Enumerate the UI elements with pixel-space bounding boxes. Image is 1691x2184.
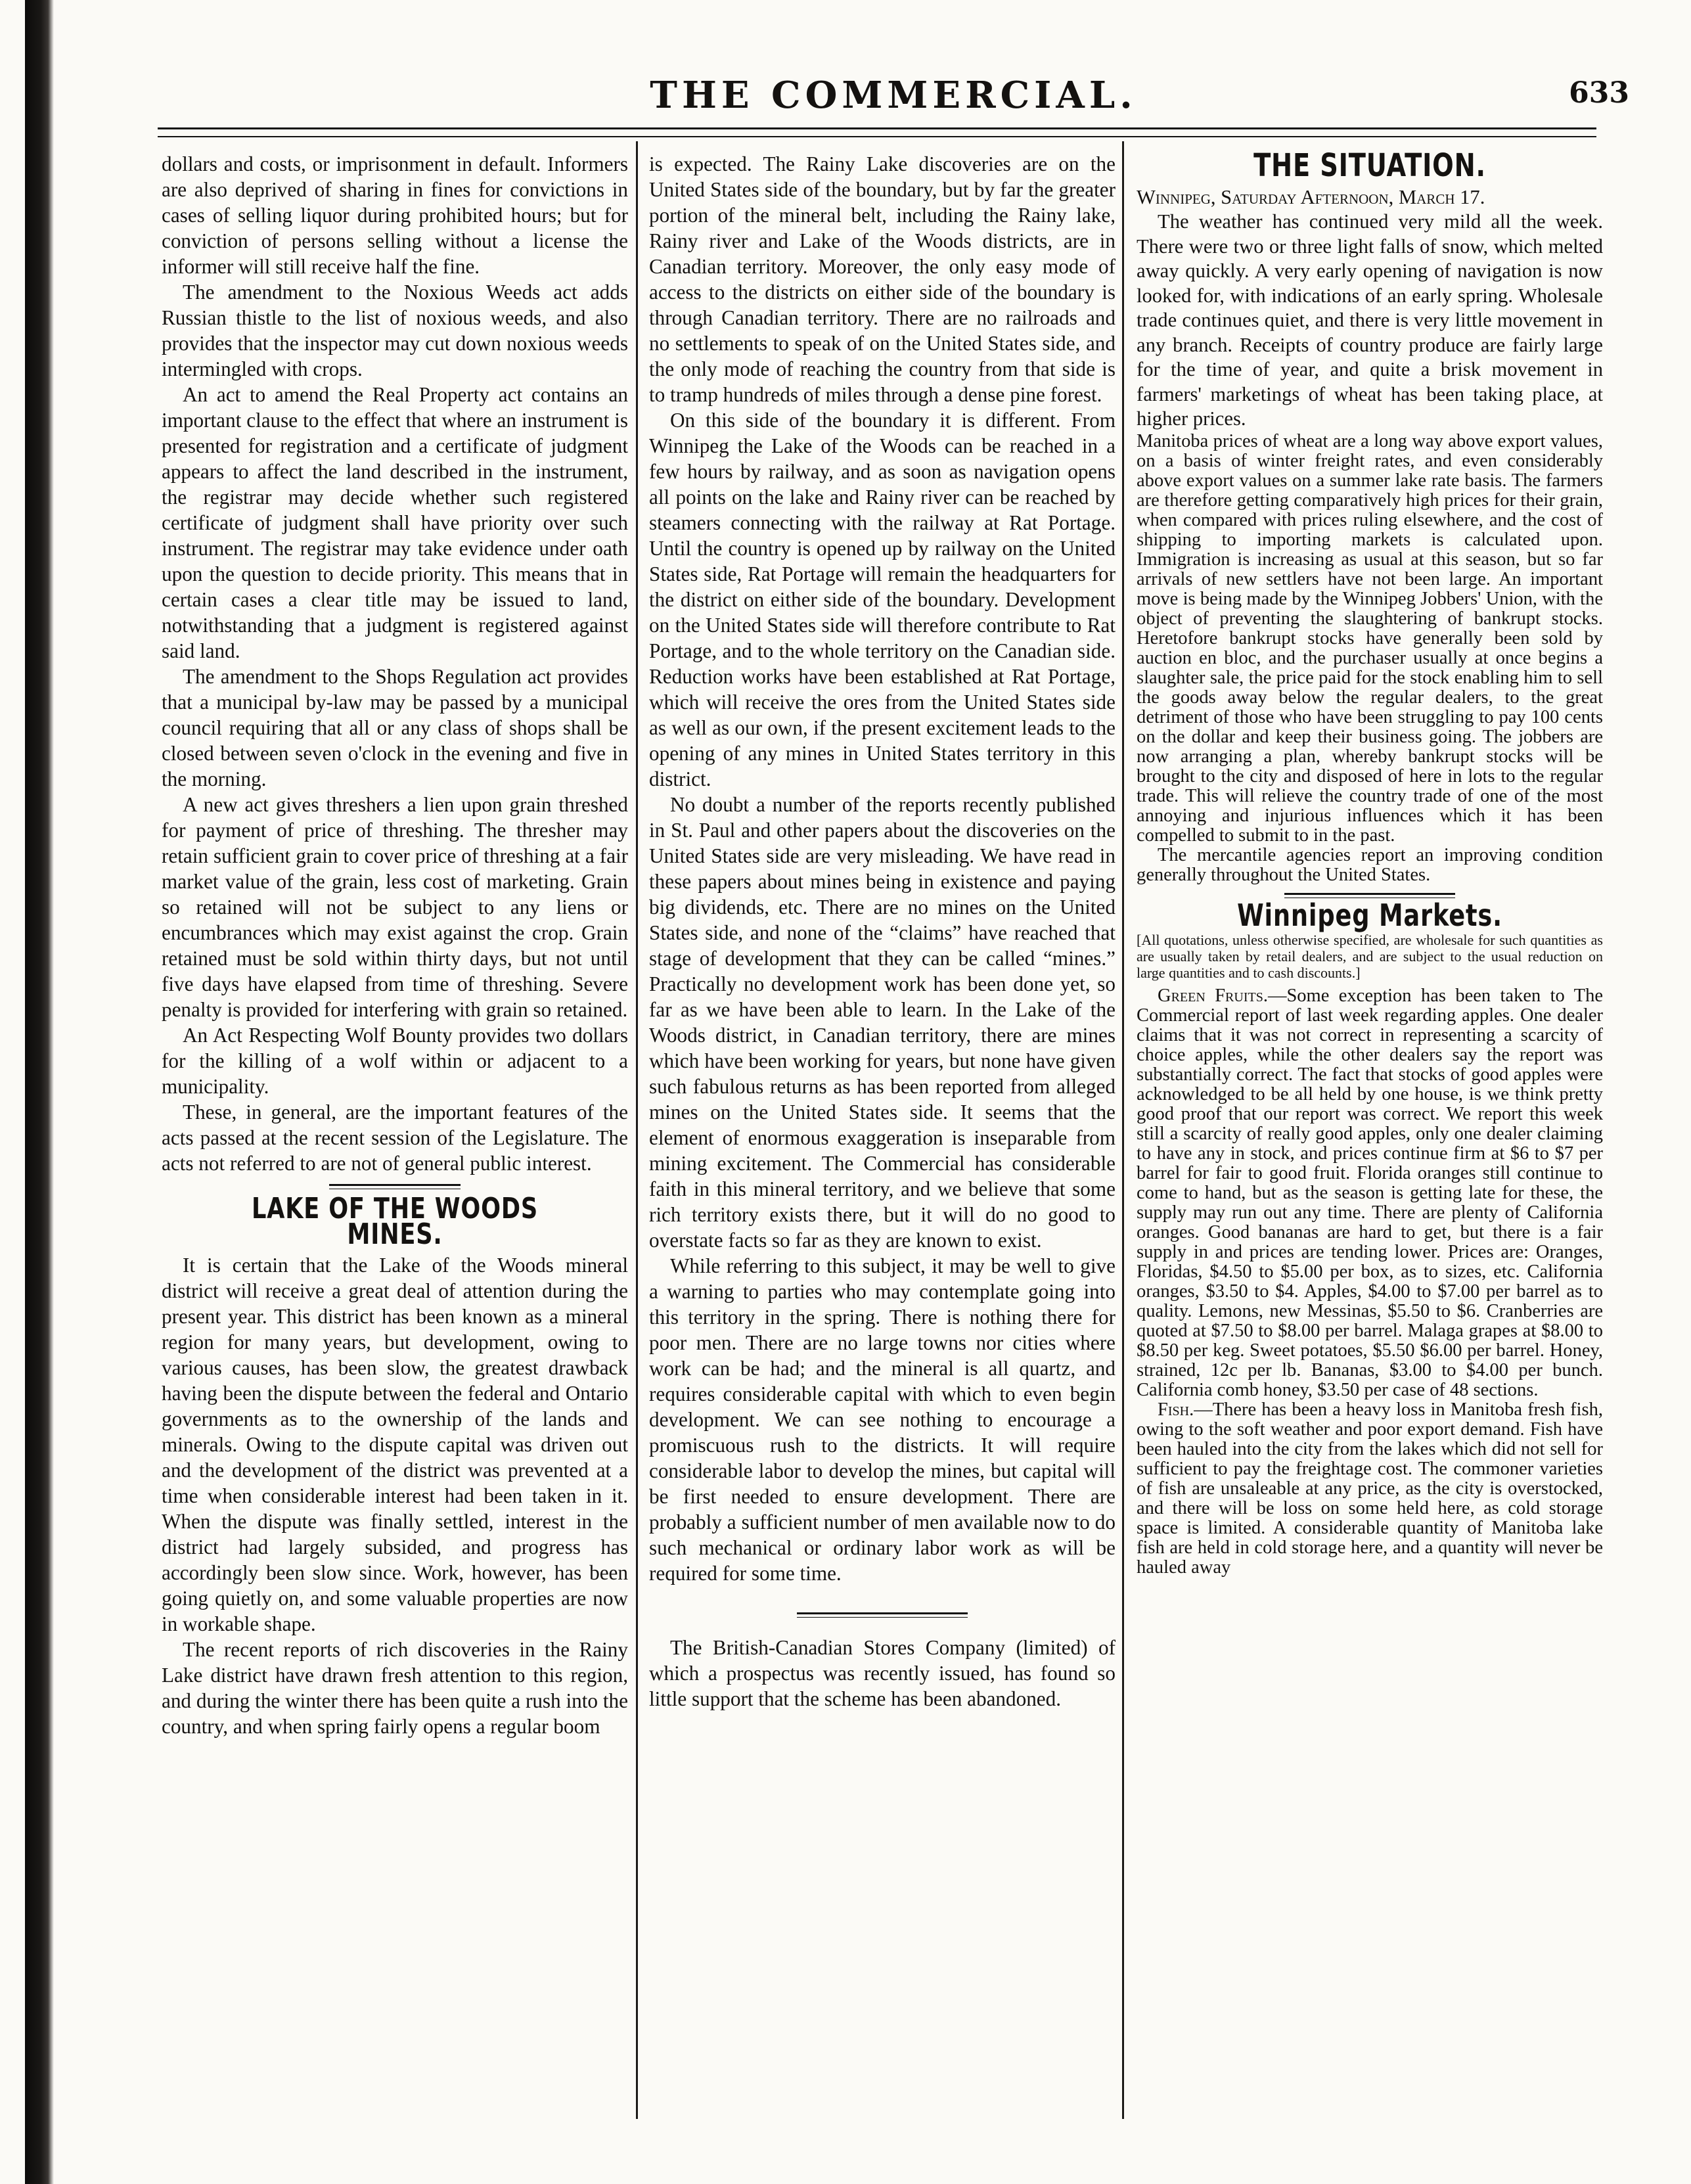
header-rule bbox=[158, 127, 1596, 137]
column-rule-1 bbox=[636, 141, 638, 2119]
column-3 bbox=[1137, 147, 1603, 1578]
paragraph: A new act gives threshers a lien upon grain threshed for payment of price of threshing. The thresher may retain sufficient grain to cover price of threshing at a fair market value of the grain, less cost of marketing. Grain so retained will not be subject to any liens or encumbrances which may exist against the crop. Grain retained must be sold within thirty days, but not until five days have elapsed from time of threshing. Severe penalty is provided for interfering with grain so retained. bbox=[162, 793, 628, 1021]
green-fruits-label: Green Fruits. bbox=[1158, 986, 1268, 1006]
paragraph: An Act Respecting Wolf Bounty provides two dollars for the killing of a wolf within or adjacent to a municipality. bbox=[162, 1024, 628, 1098]
column-rule-2 bbox=[1122, 141, 1124, 2119]
paragraph: dollars and costs, or imprisonment in default. Informers are also deprived of sharing in fines for convictions in cases of selling liquor during prohibited hours; but for conviction of persons selling without a license the informer will still receive half the fine. bbox=[162, 152, 628, 278]
paragraph: The amendment to the Shops Regulation act provides that a municipal by-law may be passed by a municipal council requiring that all or any class of shops shall be closed between seven o'clock in the evening and five in the morning. bbox=[162, 665, 628, 790]
quotations-note: [All quotations, unless otherwise specified, are wholesale for such quantities as are usually taken by retail dealers, and are subject to the usual reduction on large quantities and to cash discounts.] bbox=[1137, 932, 1603, 981]
paragraph: Manitoba prices of wheat are a long way above export values, on a basis of winter freight rates, and even considerably above export values on a summer lake rate basis. The farmers are therefore getting comparatively high prices for their grain, when compared with prices ruling elsewhere, and the cost of shipping to importing markets is calculated upon. Immigration is increasing as usual at this season, but so far arrivals of new settlers have not been large. An important move is being made by the Winnipeg Jobbers' Union, with the object of preventing the slaughtering of bankrupt stocks. Heretofore bankrupt stocks have generally been sold by auction en bloc, and the purchaser usually at once begins a slaughter sale, the price paid for the stock enabling him to sell the goods away below the regular dealers, to the great detriment of those who have been struggling to pay 100 cents on the dollar and keep their business going. The jobbers are now arranging a plan, whereby bankrupt stocks will be brought to the city and disposed of here in lots to the regular trade. This will relieve the country trade of one of the most annoying and injurious influences which it has been compelled to submit to in the past. bbox=[1137, 430, 1603, 846]
paragraph: No doubt a number of the reports recently published in St. Paul and other papers about the discoveries on the United States side are very misleading. We have read in these papers about mines being in existence and paying big dividends, etc. There are no mines on the United States side, and none of the “claims” have reached that stage of development that they can be called “mines.” Practically no development work has been done yet, so far as we have been able to learn. In the Lake of the Woods district, in Canadian territory, there are mines which have been working for years, but none have given such fabulous returns as has been reported from alleged mines on the United States side. It seems that the element of enormous exaggeration is inseparable from mining excitement. The Commercial has considerable faith in this mineral territory, and we believe that some rich territory exists there, but it will do no good to overstate facts so far as they are known to exist. bbox=[649, 793, 1116, 1252]
dateline: Winnipeg, Saturday Afternoon, March 17. bbox=[1137, 185, 1485, 208]
fish-text: —There has been a heavy loss in Manitoba fresh fish, owing to the soft weather and poor export demand. Fish have been hauled into the city from the lakes which did not sell for sufficient to pay the freightage cost. The commoner varieties of fish are unsaleable at any price, as the city is overstocked, and there will be loss on some held here, as cold storage space is limited. A considerable quantity of Manitoba lake fish are held in cold storage here, and a quantity will never be hauled away bbox=[1137, 1399, 1603, 1578]
paragraph: The recent reports of rich discoveries in the Rainy Lake district have drawn fresh attention to this region, and during the winter there has been quite a rush into the country, and when spring fairly opens a regular boom bbox=[162, 1638, 628, 1738]
paragraph: is expected. The Rainy Lake discoveries are on the United States side of the boundary, but by far the greater portion of the mineral belt, including the Rainy lake, Rainy river and Lake of the Woods districts, are in Canadian territory. Moreover, the only easy mode of access to the districts on either side of the boundary is through Canadian territory. There are no railroads and no settlements to speak of on the United States side, and the only mode of reaching the country from that side is to tramp hundreds of miles through a dense pine forest. bbox=[649, 152, 1116, 406]
fish-paragraph bbox=[1137, 1400, 1603, 1578]
section-divider bbox=[797, 1612, 968, 1618]
lake-of-the-woods-headline: LAKE OF THE WOODS MINES. bbox=[251, 1192, 539, 1251]
paragraph: The British-Canadian Stores Company (limited) of which a prospectus was recently issued, has found so little support that the scheme has been abandoned. bbox=[649, 1636, 1116, 1710]
paragraph: An act to amend the Real Property act contains an important clause to the effect that where an instrument is presented for registration and a certificate of judgment appears to affect the land described in the instrument, the registrar may decide whether such registered certificate of judgment shall have priority over such instrument. The registrar may take evidence under oath upon the question to decide priority. This means that in certain cases a clear title may be issued to land, notwithstanding that a judgment is registered against said land. bbox=[162, 383, 628, 662]
the-situation-headline: THE SITUATION. bbox=[1253, 147, 1486, 184]
paragraph: While referring to this subject, it may be well to give a warning to parties who may contemplate going into this territory in the spring. There is nothing there for poor men. There are no large towns nor cities where work can be had; and the mineral is all quartz, and requires considerable capital with which to even begin development. We can see nothing to encourage a promiscuous rush to the districts. It will require considerable labor to develop the mines, but capital will be first needed to ensure development. There are probably a sufficient number of men available now to do such mechanical or ordinary labor work as will be required for some time. bbox=[649, 1254, 1116, 1585]
paragraph: The mercantile agencies report an improving condition generally throughout the United States. bbox=[1137, 844, 1603, 885]
paragraph: The weather has continued very mild all the week. There were two or three light falls of snow, which melted away quickly. A very early opening of navigation is now looked for, with indications of an early spring. Wholesale trade continues quiet, and there is very little movement in any branch. Receipts of country produce are fairly large for the time of year, and quite a brisk movement in farmers' marketings of wheat has been taking place, at higher prices. bbox=[1137, 210, 1603, 430]
winnipeg-markets-headline: Winnipeg Markets. bbox=[1237, 897, 1502, 933]
page-number: 633 bbox=[1569, 76, 1629, 110]
paragraph: It is certain that the Lake of the Woods mineral district will receive a great deal of attention during the present year. This district has been known as a mineral region for many years, but development, owing to various causes, has been slow, the greatest drawback having been the dispute between the federal and Ontario governments as to the ownership of the lands and minerals. Owing to the dispute capital was driven out and the development of the district was prevented at a time when considerable interest had been taken in it. When the dispute was finally settled, interest in the district had largely subsided, and progress has accordingly been slow since. Work, however, has been going quietly on, and some valuable properties are now in workable shape. bbox=[162, 1254, 628, 1635]
column-1 bbox=[162, 151, 628, 1739]
section-divider bbox=[329, 1184, 461, 1189]
paragraph: The amendment to the Noxious Weeds act adds Russian thistle to the list of noxious weeds, and also provides that the inspector may cut down noxious weeds intermingled with crops. bbox=[162, 281, 628, 380]
column-2 bbox=[649, 151, 1116, 1712]
fish-label: Fish. bbox=[1158, 1399, 1194, 1420]
paragraph: These, in general, are the important features of the acts passed at the recent session of the Legislature. The acts not referred to are not of general public interest. bbox=[162, 1101, 628, 1175]
green-fruits-text: —Some exception has been taken to The Commercial report of last week regarding apples. One dealer claims that it was not correct in representing a scarcity of choice apples, while the other dealers say the report was substantially correct. The fact that stocks of good apples were acknowledged to be all held by one house, is we think pretty good proof that our report was correct. We report this week still a scarcity of really good apples, only one dealer claiming to have any in stock, and prices continue firm at $6 to $7 per barrel for fair to good fruit. Florida oranges still continue to come to hand, but as the season is getting late for these, the supply may run out any time. There are plenty of California oranges. Good bananas are hard to get, but there is a fair supply in and prices are tending lower. Prices are: Oranges, Floridas, $4.50 to $5.00 per box, as to sizes, etc. California oranges, $3.50 to $4. Apples, $4.00 to $7.00 per barrel as to quality. Lemons, new Messinas, $5.50 to $6. Cranberries are quoted at $7.50 to $8.00 per barrel. Malaga grapes at $8.00 to $8.50 per keg. Sweet potatoes, $5.50 $6.00 per barrel. Honey, strained, 12c per lb. Bananas, $3.00 to $4.00 per bunch. California comb honey, $3.50 per case of 48 sections. bbox=[1137, 986, 1603, 1400]
green-fruits-paragraph bbox=[1137, 986, 1603, 1400]
page-header bbox=[158, 74, 1629, 120]
masthead: THE COMMERCIAL. bbox=[650, 74, 1137, 117]
paragraph: On this side of the boundary it is different. From Winnipeg the Lake of the Woods can be reached in a few hours by railway, and as soon as navigation opens all points on the lake and Rainy river can be reached by steamers connecting with the railway at Rat Portage. Until the country is opened up by railway on the United States side, Rat Portage will remain the headquarters for the district on either side of the boundary. Development on the United States side will therefore contribute to Rat Portage, and to the whole territory on the Canadian side. Reduction works have been established at Rat Portage, which will receive the ores from the United States side as well as our own, if the present excitement leads to the opening of any mines in United States territory in this district. bbox=[649, 409, 1116, 790]
page-binding-edge bbox=[25, 0, 54, 2184]
